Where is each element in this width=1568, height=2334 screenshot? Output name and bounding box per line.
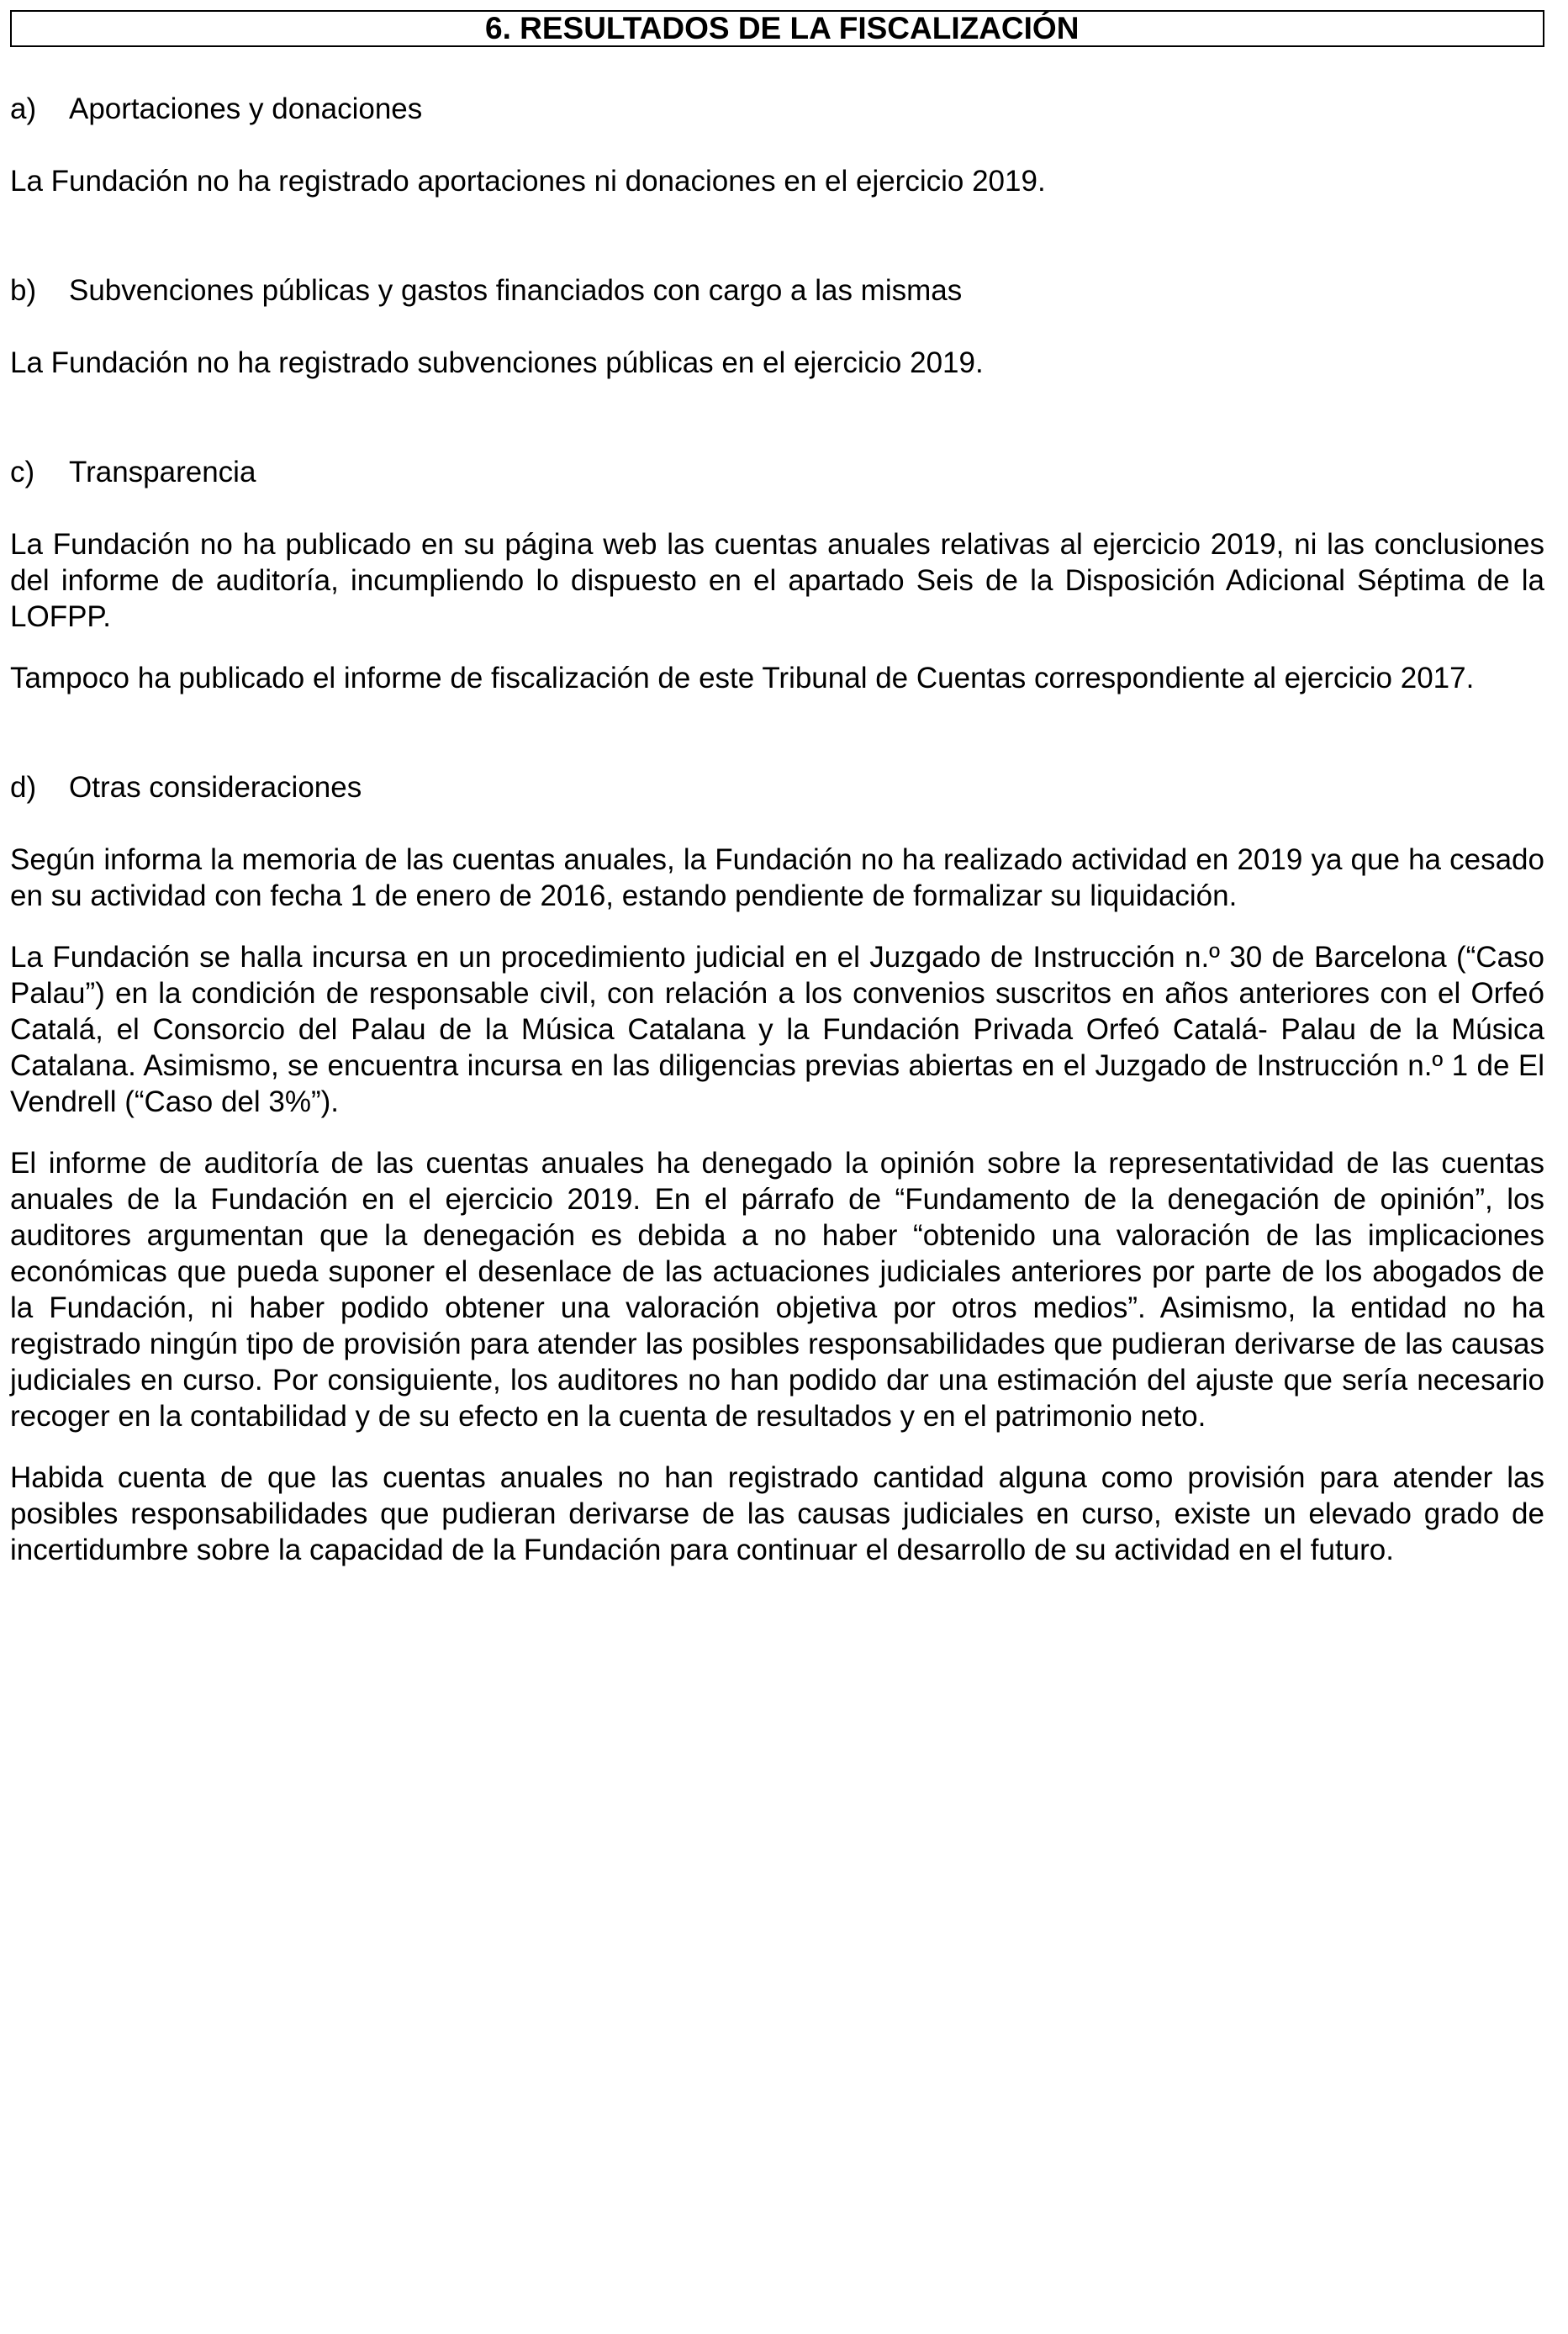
heading-letter: a) [10,92,37,125]
heading-letter: b) [10,274,37,307]
heading-text: Subvenciones públicas y gastos financiados con cargo a las mismas [69,274,963,307]
heading-otras-consideraciones [10,769,1544,805]
heading-aportaciones [10,91,1544,127]
heading-text: Aportaciones y donaciones [69,92,423,125]
paragraph: Según informa la memoria de las cuentas anuales, la Fundación no ha realizado actividad en 2019 ya que ha cesado en su actividad con fecha 1 de enero de 2016, estando pendiente de formalizar su liquidación. [10,843,1544,912]
paragraph: Habida cuenta de que las cuentas anuales no han registrado cantidad alguna como provisión para atender las posibles responsabilidades que pudieran derivarse de las causas judiciales en curso, existe un elevado grado de incertidumbre sobre la capacidad de la Fundación para continuar el desarrollo de su actividad en el futuro. [10,1461,1544,1566]
heading-subvenciones [10,272,1544,309]
document-page [10,10,1544,1568]
paragraph: Tampoco ha publicado el informe de fiscalización de este Tribunal de Cuentas correspondiente al ejercicio 2017. [10,662,1475,694]
heading-text: Otras consideraciones [69,771,362,804]
paragraph: La Fundación se halla incursa en un procedimiento judicial en el Juzgado de Instrucción n.º 30 de Barcelona (“Caso Palau”) en la condición de responsable civil, con relación a los convenios suscritos en años anteriores con el Orfeó Catalá, el Consorcio del Palau de la Música Catalana y la Fundación Privada Orfeó Catalá- Palau de la Música Catalana. Asimismo, se encuentra incursa en las diligencias previas abiertas en el Juzgado de Instrucción n.º 1 de El Vendrell (“Caso del 3%”). [10,941,1544,1118]
paragraph: La Fundación no ha publicado en su página web las cuentas anuales relativas al ejercicio 2019, ni las conclusiones del informe de auditoría, incumpliendo lo dispuesto en el apartado Seis de la Disposición Adicional Séptima de la LOFPP. [10,528,1544,633]
paragraph: El informe de auditoría de las cuentas anuales ha denegado la opinión sobre la representatividad de las cuentas anuales de la Fundación en el ejercicio 2019. En el párrafo de “Fundamento de la denegación de opinión”, los auditores argumentan que la denegación es debida a no haber “obtenido una valoración de las implicaciones económicas que pueda suponer el desenlace de las actuaciones judiciales anteriores por parte de los abogados de la Fundación, ni haber podido obtener una valoración objetiva por otros medios”. Asimismo, la entidad no ha registrado ningún tipo de provisión para atender las posibles responsabilidades que pudieran derivarse de las causas judiciales en curso. Por consiguiente, los auditores no han podido dar una estimación del ajuste que sería necesario recoger en la contabilidad y de su efecto en la cuenta de resultados y en el patrimonio neto. [10,1147,1544,1433]
heading-text: Transparencia [69,456,256,488]
paragraph: La Fundación no ha registrado aportaciones ni donaciones en el ejercicio 2019. [10,165,1046,198]
heading-transparencia [10,454,1544,490]
heading-letter: c) [10,456,35,488]
section-title: 6. RESULTADOS DE LA FISCALIZACIÓN [10,10,1544,47]
heading-letter: d) [10,771,37,804]
paragraph: La Fundación no ha registrado subvenciones públicas en el ejercicio 2019. [10,346,984,379]
